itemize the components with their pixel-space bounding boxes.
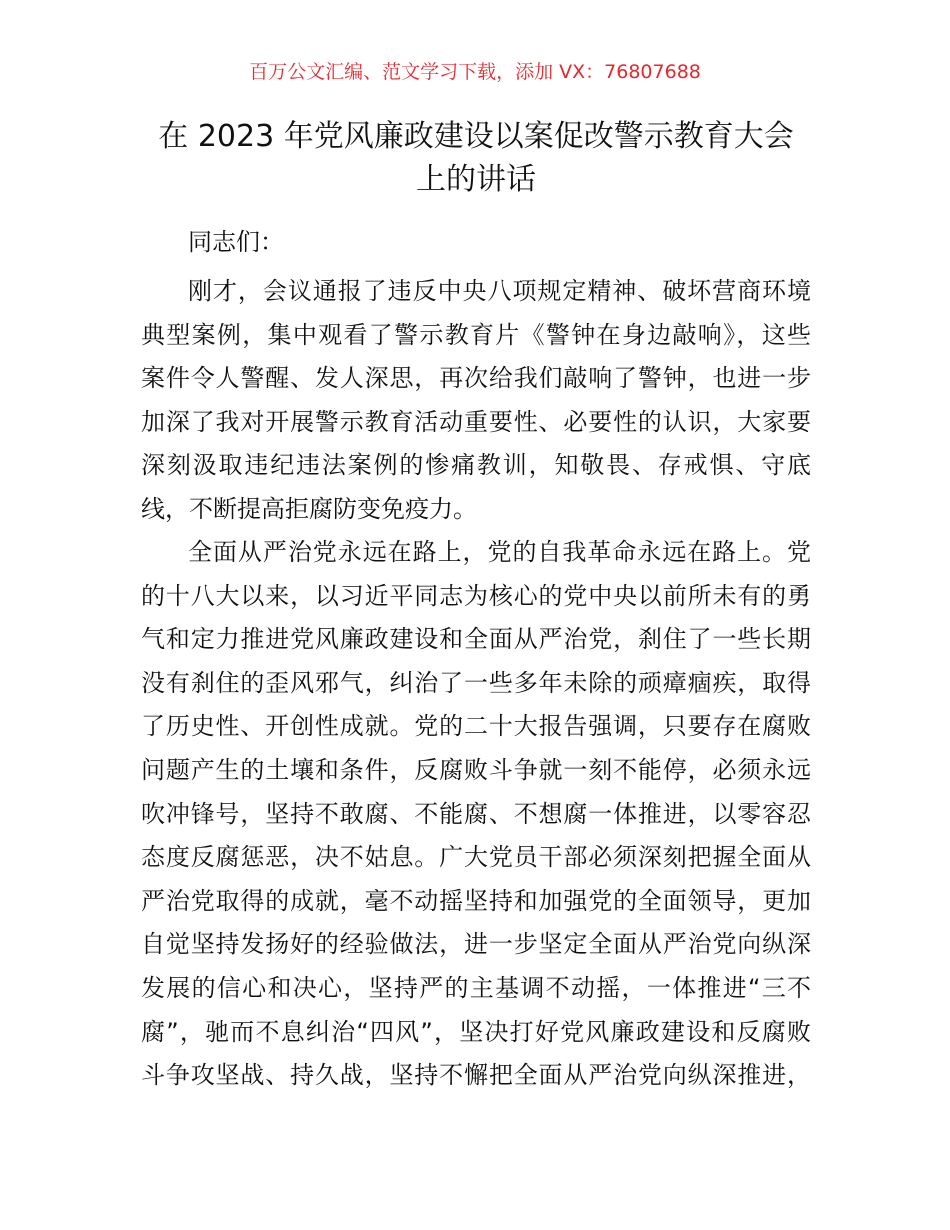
text-line: 斗争攻坚战、持久战，坚持不懈把全面从严治党向纵深推进， (141, 1061, 811, 1090)
text-line: 腐”，驰而不息纠治“四风”，坚决打好党风廉政建设和反腐败 (141, 1017, 811, 1046)
text-line: 没有刹住的歪风邪气，纠治了一些多年未除的顽瘴痼疾，取得 (141, 668, 811, 697)
paragraph-2 (141, 531, 811, 1098)
text-line: 问题产生的土壤和条件，反腐败斗争就一刻不能停，必须永远 (141, 755, 811, 784)
text-line: 态度反腐惩恶，决不姑息。广大党员干部必须深刻把握全面从 (141, 843, 811, 872)
text-line: 自觉坚持发扬好的经验做法，进一步坚定全面从严治党向纵深 (141, 930, 811, 959)
text-line: 发展的信心和决心，坚持严的主基调不动摇，一体推进“三不 (141, 973, 811, 1002)
text-line: 了历史性、开创性成就。党的二十大报告强调，只要存在腐败 (141, 712, 811, 741)
text-line: 刚才，会议通报了违反中央八项规定精神、破坏营商环境 (188, 277, 811, 305)
text-line: 深刻汲取违纪违法案例的惨痛教训，知敬畏、存戒惧、守底 (141, 451, 811, 480)
header-notice: 百万公文汇编、范文学习下载，添加 VX：76807688 (249, 61, 701, 83)
greeting: 同志们： (188, 228, 284, 256)
text-line: 加深了我对开展警示教育活动重要性、必要性的认识，大家要 (141, 407, 811, 436)
text-line: 全面从严治党永远在路上，党的自我革命永远在路上。党 (188, 538, 811, 566)
text-line: 吹冲锋号，坚持不敢腐、不能腐、不想腐一体推进，以零容忍 (141, 799, 811, 828)
text-line: 严治党取得的成就，毫不动摇坚持和加强党的全面领导，更加 (141, 886, 811, 915)
paragraph-1 (141, 270, 811, 532)
text-line: 线，不断提高拒腐防变免疫力。 (141, 494, 477, 523)
text-line: 的十八大以来，以习近平同志为核心的党中央以前所未有的勇 (141, 581, 811, 610)
text-line: 气和定力推进党风廉政建设和全面从严治党，刹住了一些长期 (141, 625, 811, 654)
text-line: 典型案例，集中观看了警示教育片《警钟在身边敲响》，这些 (141, 320, 811, 349)
document-title-line-2: 上的讲话 (416, 162, 536, 197)
text-line: 案件令人警醒、发人深思，再次给我们敲响了警钟，也进一步 (141, 364, 811, 393)
document-title-line-1: 在 2023 年党风廉政建设以案促改警示教育大会 (158, 119, 794, 154)
